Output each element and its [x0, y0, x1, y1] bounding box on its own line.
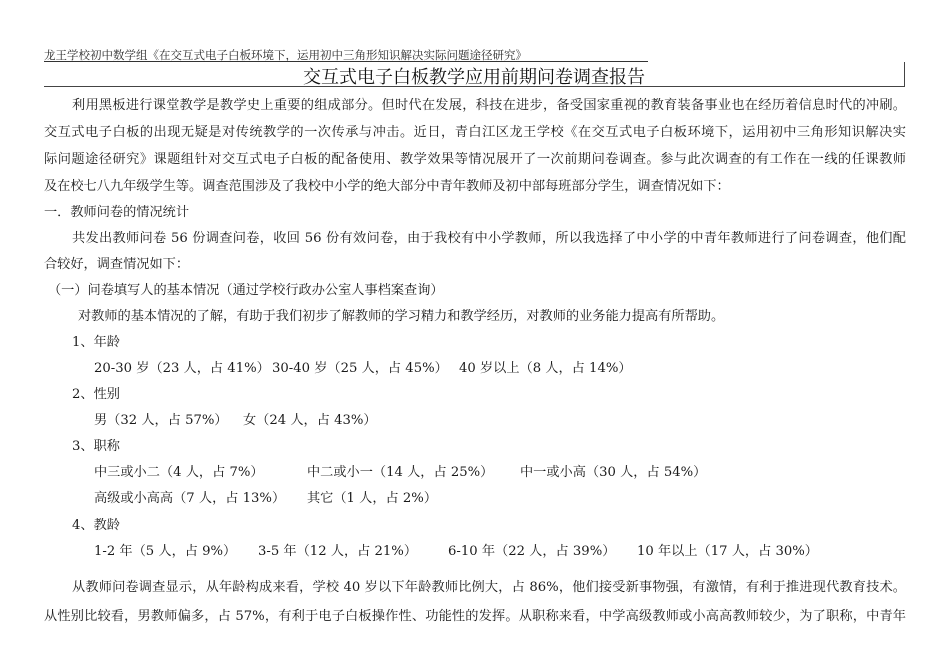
title-rank-value: 中一或小高（30 人，占 54%） [520, 465, 707, 480]
section-heading: 一．教师问卷的情况统计 [44, 205, 190, 220]
teaching-years-value: 3-5 年（12 人，占 21%） [258, 544, 418, 559]
teaching-years-value: 1-2 年（5 人，占 9%） [94, 544, 237, 559]
item-label-title-rank: 3、职称 [72, 439, 120, 454]
teaching-years-value: 10 年以上（17 人，占 30%） [637, 544, 818, 559]
age-value: 30-40 岁（25 人，占 45%） [272, 361, 448, 376]
gender-value: 男（32 人，占 57%） [94, 413, 228, 428]
title-box [44, 62, 905, 87]
intro-line: 际问题途径研究》课题组针对交互式电子白板的配备使用、教学效果等情况展开了一次前期问卷调查。参与此次调查的有工作在一线的任课教师 [44, 152, 906, 167]
item-label-age: 1、年龄 [72, 335, 120, 350]
title-rank-value: 高级或小高高（7 人，占 13%） [94, 491, 286, 506]
age-value: 40 岁以上（8 人，占 14%） [459, 361, 632, 376]
item-label-teaching-years: 4、教龄 [72, 518, 120, 533]
subsection-paragraph: 对教师的基本情况的了解，有助于我们初步了解教师的学习精力和教学经历，对教师的业务能力提高有所帮助。 [78, 309, 725, 324]
title-rank-value: 中三或小二（4 人，占 7%） [94, 465, 264, 480]
teaching-years-value: 6-10 年（22 人，占 39%） [448, 544, 616, 559]
age-value: 20-30 岁（23 人，占 41%） [94, 361, 270, 376]
section-line: 合较好，调查情况如下： [44, 257, 190, 272]
subsection-heading: （一）问卷填写人的基本情况（通过学校行政办公室人事档案查询） [48, 283, 444, 298]
title-rank-value: 其它（1 人，占 2%） [307, 491, 438, 506]
intro-line: 及在校七八九年级学生等。调查范围涉及了我校中小学的绝大部分中青年教师及初中部每班部分学生，调查情况如下： [44, 179, 730, 194]
conclusion-line: 从教师问卷调查显示，从年龄构成来看，学校 40 岁以下年龄教师比例大，占 86%，他们接受新事物强，有激情，有利于推进现代教育技术。 [72, 580, 906, 595]
intro-line: 利用黑板进行课堂教学是教学史上重要的组成部分。但时代在发展，科技在进步，备受国家重视的教育装备事业也在经历着信息时代的冲刷。 [72, 98, 906, 113]
conclusion-line: 从性别比较看，男教师偏多，占 57%，有利于电子白板操作性、功能性的发挥。从职称来看，中学高级教师或小高高教师较少，为了职称，中青年 [44, 609, 906, 624]
title-rank-value: 中二或小一（14 人，占 25%） [307, 465, 494, 480]
document-header: 龙王学校初中数学组《在交互式电子白板环境下，运用初中三角形知识解决实际问题途径研究》 [44, 48, 527, 62]
gender-value: 女（24 人，占 43%） [243, 413, 377, 428]
section-line: 共发出教师问卷 56 份调查问卷，收回 56 份有效问卷，由于我校有中小学教师，所以我选择了中小学的中青年教师进行了问卷调查，他们配 [72, 231, 906, 246]
item-label-gender: 2、性别 [72, 387, 120, 402]
page-title: 交互式电子白板教学应用前期问卷调查报告 [303, 67, 645, 88]
intro-line: 交互式电子白板的出现无疑是对传统教学的一次传承与冲击。近日，青白江区龙王学校《在交互式电子白板环境下，运用初中三角形知识解决实 [44, 125, 906, 140]
